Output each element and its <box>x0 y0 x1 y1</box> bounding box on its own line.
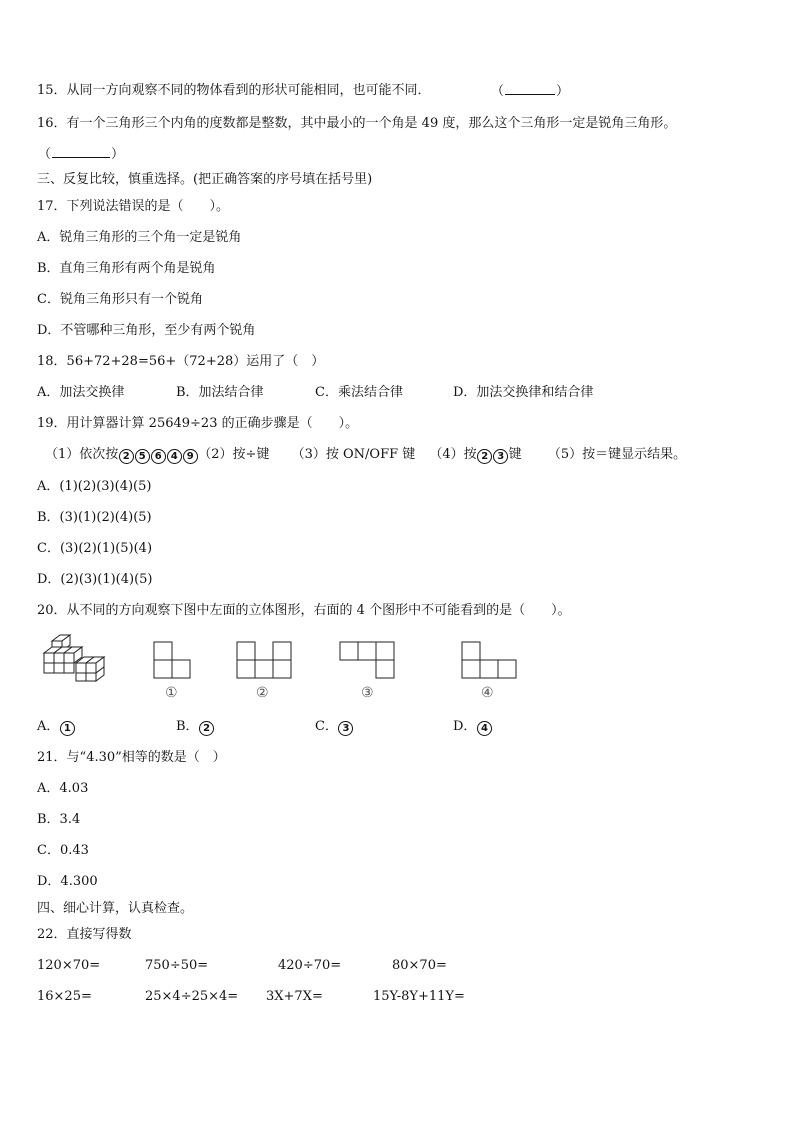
question-17-stem: 17．下列说法错误的是（ ）。 <box>37 199 230 214</box>
q18-option-a[interactable]: A．加法交换律 <box>37 385 125 400</box>
q20-option-c[interactable]: C． 3 <box>315 718 354 736</box>
key-2-icon: 2 <box>119 449 134 464</box>
question-20-stem: 20．从不同的方向观察下图中左面的立体图形，右面的 4 个图形中不可能看到的是（ ）。 <box>37 603 571 618</box>
figure-label-1: ① <box>165 685 178 701</box>
q19-option-d[interactable]: D．(2)(3)(1)(4)(5) <box>37 572 153 587</box>
question-15-text: 15．从同一方向观察不同的物体看到的形状可能相同，也可能不同． <box>37 83 431 98</box>
question-16-answer-blank[interactable]: （ ） <box>38 147 125 162</box>
calc-item: 120×70= <box>37 958 101 973</box>
q19-steps: （1）依次按 2 5 6 4 9 （2）按÷键 （3）按 ON/OFF 键 （4）按 2 3 键 （5）按＝键显示结果。 <box>45 447 687 462</box>
q21-option-d[interactable]: D．4.300 <box>37 874 98 889</box>
key-6-icon: 6 <box>151 449 166 464</box>
question-18-stem: 18．56+72+28=56+（72+28）运用了（ ） <box>37 354 325 369</box>
section-3-heading: 三、反复比较，慎重选择。(把正确答案的序号填在括号里) <box>37 172 373 187</box>
q19-option-b[interactable]: B．(3)(1)(2)(4)(5) <box>37 510 152 525</box>
key-5-icon: 5 <box>135 449 150 464</box>
key-3-icon: 3 <box>493 449 508 464</box>
q19-option-a[interactable]: A．(1)(2)(3)(4)(5) <box>37 479 152 494</box>
q18-option-d[interactable]: D．加法交换律和结合律 <box>453 385 594 400</box>
key-9-icon: 9 <box>183 449 198 464</box>
question-21-stem: 21．与“4.30”相等的数是（ ） <box>37 750 226 765</box>
q17-option-d[interactable]: D．不管哪种三角形，至少有两个锐角 <box>37 323 256 338</box>
q17-option-b[interactable]: B．直角三角形有两个角是锐角 <box>37 261 216 276</box>
view-figure-1 <box>153 641 193 681</box>
question-22-stem: 22．直接写得数 <box>37 927 132 942</box>
question-15 <box>37 82 431 100</box>
q21-option-b[interactable]: B．3.4 <box>37 812 81 827</box>
q18-option-c[interactable]: C．乘法结合律 <box>315 385 403 400</box>
view-figure-4 <box>461 641 521 681</box>
q19-option-c[interactable]: C．(3)(2)(1)(5)(4) <box>37 541 153 556</box>
figure-label-4: ④ <box>481 685 494 701</box>
circled-1-icon: 1 <box>60 721 75 736</box>
q17-option-a[interactable]: A．锐角三角形的三个角一定是锐角 <box>37 230 242 245</box>
question-16-text: 16．有一个三角形三个内角的度数都是整数，其中最小的一个角是 49 度，那么这个三角形一定是锐角三角形。 <box>37 116 677 131</box>
q17-option-c[interactable]: C．锐角三角形只有一个锐角 <box>37 292 203 307</box>
section-4-heading: 四、细心计算，认真检查。 <box>37 901 194 916</box>
calc-item: 80×70= <box>392 958 447 973</box>
q18-option-b[interactable]: B．加法结合律 <box>176 385 264 400</box>
circled-2-icon: 2 <box>199 721 214 736</box>
circled-4-icon: 4 <box>477 721 492 736</box>
q20-option-b[interactable]: B． 2 <box>176 718 215 736</box>
circled-3-icon: 3 <box>338 721 353 736</box>
question-15-answer-blank[interactable]: （ ） <box>491 84 570 99</box>
figure-label-2: ② <box>256 685 269 701</box>
question-19-stem: 19．用计算器计算 25649÷23 的正确步骤是（ ）。 <box>37 416 359 431</box>
figure-label-3: ③ <box>361 685 374 701</box>
calc-item: 3X+7X= <box>266 989 323 1004</box>
q21-option-c[interactable]: C．0.43 <box>37 843 89 858</box>
view-figure-2 <box>236 641 296 681</box>
view-figure-3 <box>339 641 399 681</box>
q21-option-a[interactable]: A．4.03 <box>37 781 89 796</box>
cube-solid-figure <box>40 633 110 689</box>
calc-item: 750÷50= <box>145 958 209 973</box>
calc-item: 25×4÷25×4= <box>145 989 239 1004</box>
calc-item: 16×25= <box>37 989 92 1004</box>
calc-item: 15Y-8Y+11Y= <box>373 989 465 1004</box>
key-4-icon: 4 <box>167 449 182 464</box>
calc-item: 420÷70= <box>278 958 342 973</box>
q20-option-a[interactable]: A． 1 <box>37 718 75 736</box>
question-16 <box>37 115 676 133</box>
key-2-icon: 2 <box>477 449 492 464</box>
q20-option-d[interactable]: D． 4 <box>453 718 492 736</box>
